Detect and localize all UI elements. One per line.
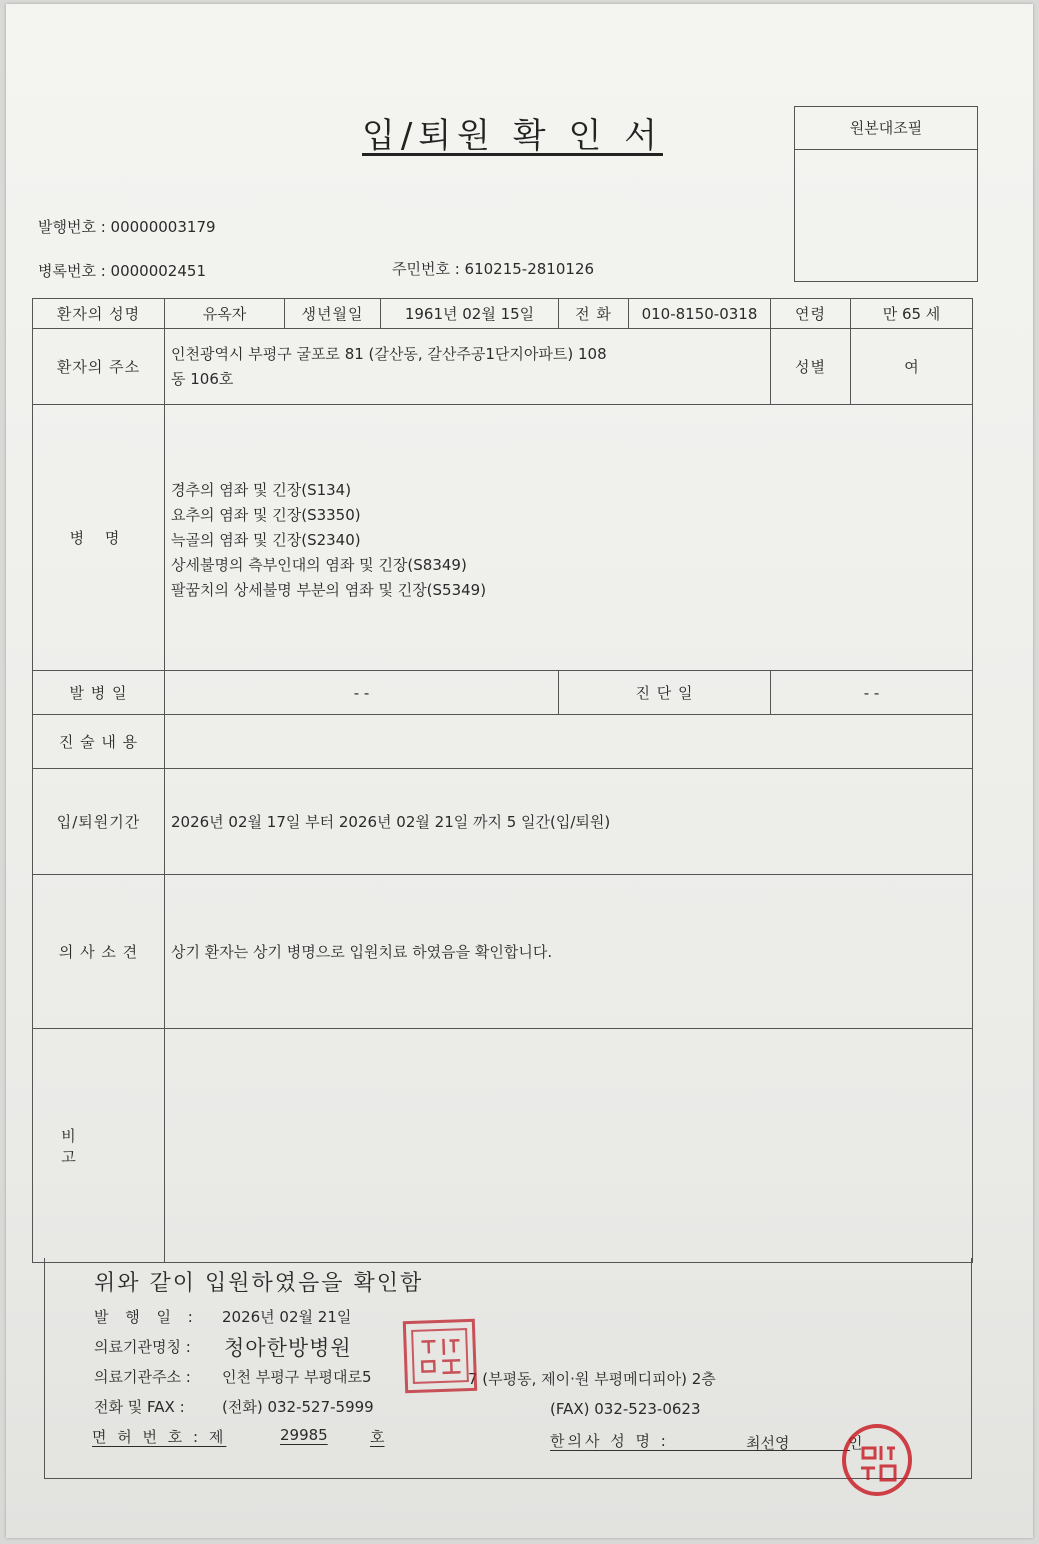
statement-value	[165, 715, 973, 769]
phone-number: 010-8150-0318	[629, 299, 771, 329]
doctor-seal-stamp	[842, 1424, 912, 1496]
diagnosis-item: 상세불명의 측부인대의 염좌 및 긴장(S8349)	[171, 556, 467, 574]
opinion-label: 의 사 소 견	[33, 875, 165, 1029]
institution-name: 청아한방병원	[224, 1336, 352, 1360]
onset-label: 발 병 일	[33, 671, 165, 715]
remarks-value	[165, 1029, 973, 1263]
original-verification-box	[794, 106, 978, 282]
doctor-signature-line	[550, 1450, 850, 1451]
address-line-1: 인천광역시 부평구 굴포로 81 (갈산동, 갈산주공1단지아파트) 108	[171, 344, 607, 363]
resident-number: 주민번호 : 610215-2810126	[392, 260, 595, 278]
original-verification-label: 원본대조필	[795, 107, 977, 150]
fax: (FAX) 032-523-0623	[550, 1400, 701, 1418]
certificate-table	[32, 298, 973, 1263]
confirmation-text: 위와 같이 입원하였음을 확인함	[94, 1271, 424, 1296]
address-line-2: 동 106호	[171, 369, 234, 388]
age-value: 만 65 세	[851, 299, 973, 329]
issue-date-label: 발 행 일 :	[94, 1308, 199, 1326]
license-suffix: 호	[370, 1428, 385, 1446]
institution-address-label: 의료기관주소 :	[94, 1368, 191, 1386]
birth-label: 생년월일	[285, 299, 381, 329]
age-label: 연령	[771, 299, 851, 329]
onset-value: - -	[165, 671, 559, 715]
opinion-value: 상기 환자는 상기 병명으로 입원치료 하였음을 확인합니다.	[165, 875, 973, 1029]
phone-label: 전 화	[559, 299, 629, 329]
remarks-label: 비 고	[33, 1029, 165, 1263]
license-number: 29985	[280, 1426, 328, 1444]
period-label: 입/퇴원기간	[33, 769, 165, 875]
telephone: (전화) 032-527-5999	[222, 1398, 374, 1416]
diagnosis-date-label: 진 단 일	[559, 671, 771, 715]
diagnosis-item: 팔꿈치의 상세불명 부분의 염좌 및 긴장(S5349)	[171, 581, 487, 599]
diagnosis-date-value: - -	[771, 671, 973, 715]
birth-date: 1961년 02월 15일	[381, 299, 559, 329]
patient-name: 유옥자	[165, 299, 285, 329]
hospital-seal-stamp	[403, 1319, 477, 1393]
sex-label: 성별	[771, 329, 851, 405]
sex-value: 여	[851, 329, 973, 405]
license-label: 면 허 번 호 : 제	[92, 1428, 227, 1446]
address-label: 환자의 주소	[33, 329, 165, 405]
issue-date: 2026년 02월 21일	[222, 1308, 352, 1326]
diagnosis-list	[165, 405, 973, 671]
diagnosis-item: 경추의 염좌 및 긴장(S134)	[171, 481, 352, 499]
doctor-seal-icon	[849, 1434, 905, 1490]
diagnosis-item: 늑골의 염좌 및 긴장(S2340)	[171, 531, 361, 549]
period-value: 2026년 02월 17일 부터 2026년 02월 21일 까지 5 일간(입/퇴원)	[165, 769, 973, 875]
institution-name-label: 의료기관명칭 :	[94, 1338, 191, 1356]
statement-label: 진 술 내 용	[33, 715, 165, 769]
hospital-seal-icon	[409, 1326, 471, 1386]
issue-number: 발행번호 : 00000003179	[38, 218, 216, 236]
doctor-name: 최선영	[746, 1434, 790, 1452]
document-title: 입/퇴원 확 인 서	[362, 116, 663, 156]
document-page	[6, 4, 1033, 1538]
seal-mark: 인	[848, 1434, 863, 1452]
tel-fax-label: 전화 및 FAX :	[94, 1398, 185, 1416]
institution-address: 인천 부평구 부평대로5	[222, 1368, 372, 1386]
doctor-name-label: 한의사 성 명 :	[550, 1432, 669, 1450]
record-number: 병록번호 : 0000002451	[38, 262, 206, 280]
institution-address-tail: 7 (부평동, 제이·원 부평메디피아) 2층	[468, 1370, 716, 1388]
diagnosis-label: 병 명	[33, 405, 165, 671]
patient-name-label: 환자의 성명	[33, 299, 165, 329]
diagnosis-item: 요추의 염좌 및 긴장(S3350)	[171, 506, 361, 524]
address-cell	[165, 329, 771, 405]
